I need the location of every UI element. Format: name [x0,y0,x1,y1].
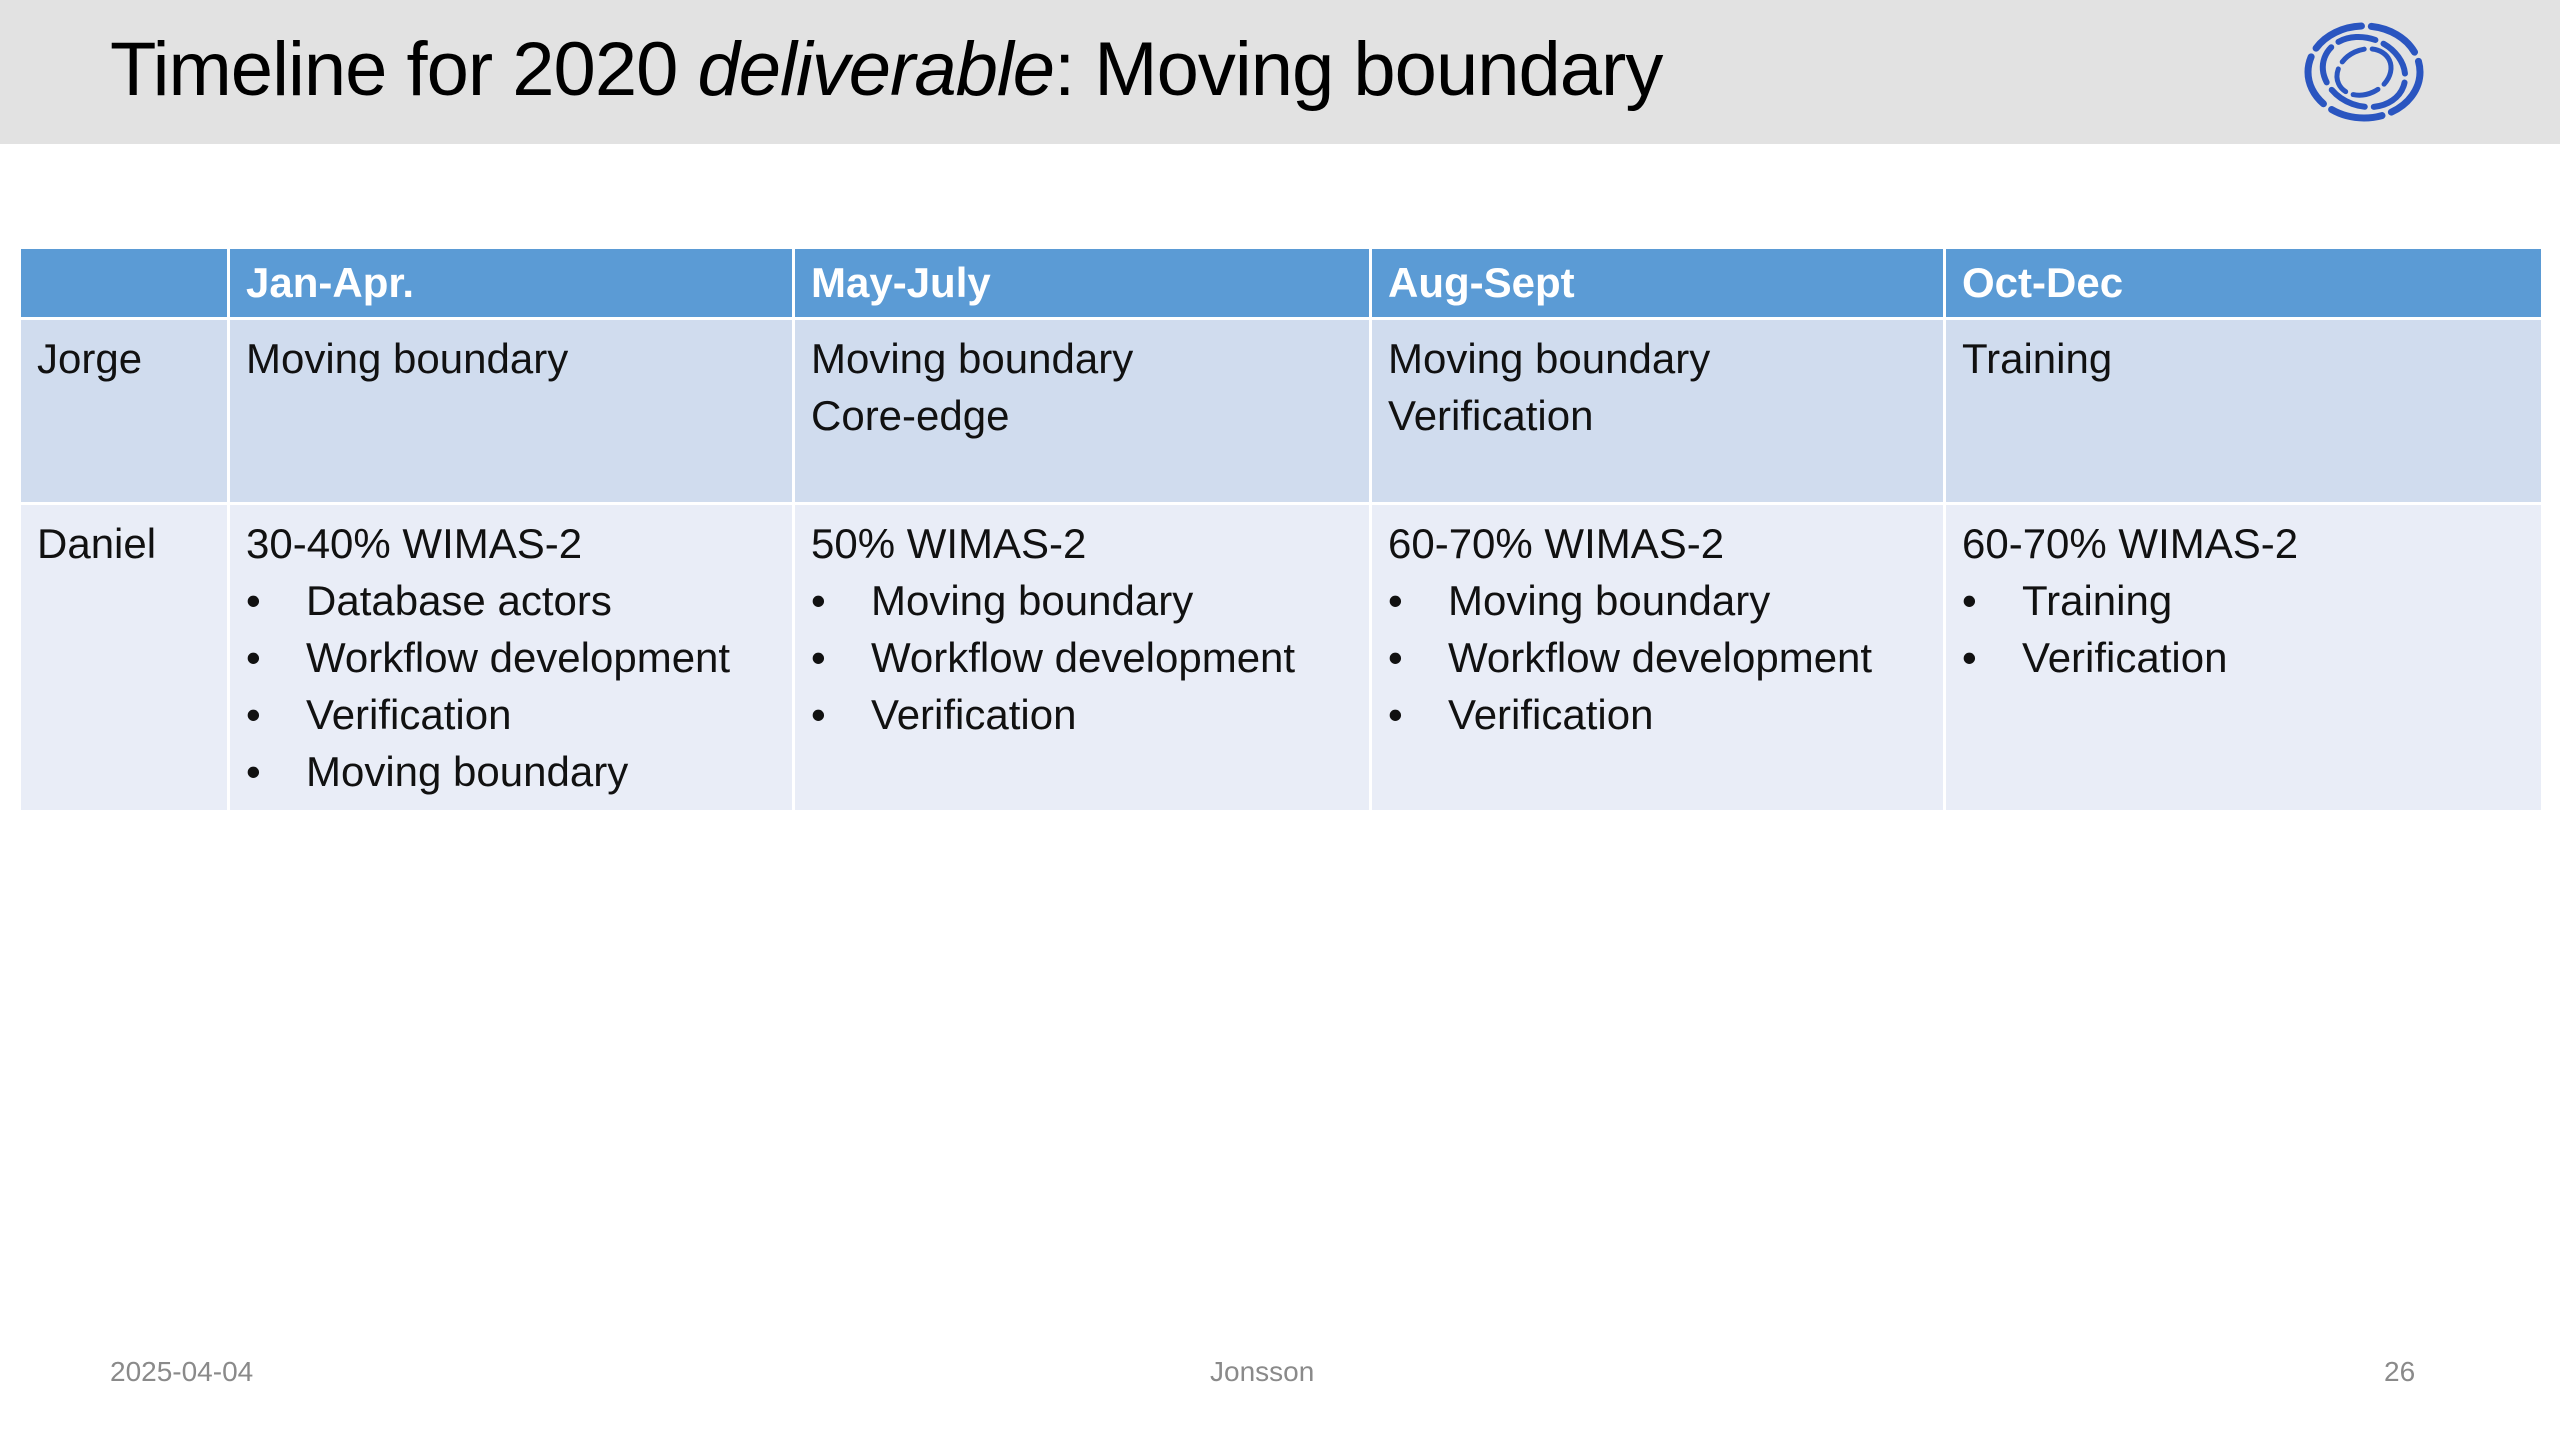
list-item [1388,629,1927,686]
footer-author: Jonsson [1210,1356,1315,1387]
list-item-text: Moving boundary [871,577,1194,624]
table-cell [1946,320,2541,502]
header-cell-blank [21,249,227,317]
bullet-icon: • [1962,634,1977,681]
table-cell [230,320,792,502]
table-row [21,320,2541,502]
bullet-icon: • [246,691,261,738]
cell-line: Moving boundary [811,335,1134,382]
bullet-list [811,572,1353,743]
list-item-text: Verification [2022,634,2228,681]
bullet-icon: • [1962,577,1977,624]
footer-date: 2025-04-04 [110,1356,254,1387]
title-emphasis: deliverable [697,27,1055,112]
bullet-icon: • [246,577,261,624]
list-item-text: Verification [306,691,512,738]
cell-line: 30-40% WIMAS-2 [246,520,583,567]
concentric-rings-logo [2302,20,2426,124]
timeline-table [18,246,2544,813]
header-cell-oct-dec: Oct-Dec [1946,249,2541,317]
title-suffix: : Moving boundary [1054,27,1663,112]
list-item [1962,572,2525,629]
cell-line: Moving boundary [246,335,569,382]
bullet-list [1388,572,1927,743]
header-cell-aug-sept: Aug-Sept [1372,249,1943,317]
table-cell [1946,505,2541,810]
list-item [1962,629,2525,686]
list-item-text: Database actors [306,577,612,624]
cell-line: Training [1962,335,2113,382]
cell-line: 60-70% WIMAS-2 [1388,520,1725,567]
list-item-text: Training [2022,577,2173,624]
bullet-list [246,572,776,800]
list-item [246,572,776,629]
bullet-icon: • [246,634,261,681]
footer-page-number: 26 [2384,1356,2416,1387]
row-name-cell [21,505,227,810]
list-item-text: Verification [1448,691,1654,738]
list-item-text: Moving boundary [1448,577,1771,624]
table-cell [230,505,792,810]
list-item [1388,572,1927,629]
table-cell [1372,505,1943,810]
bullet-icon: • [811,691,826,738]
list-item [1388,686,1927,743]
table-row [21,505,2541,810]
row-name: Daniel [37,520,157,567]
list-item-text: Workflow development [871,634,1296,681]
list-item-text: Workflow development [1448,634,1873,681]
bullet-list [1962,572,2525,686]
bullet-icon: • [1388,577,1403,624]
table-cell [1372,320,1943,502]
table-cell [795,320,1369,502]
cell-line: Core-edge [811,392,1010,439]
slide-title [110,24,1662,116]
cell-line: Moving boundary [1388,335,1711,382]
header-cell-may-july: May-July [795,249,1369,317]
bullet-icon: • [811,577,826,624]
bullet-icon: • [246,748,261,795]
cell-line: Verification [1388,392,1594,439]
list-item-text: Workflow development [306,634,731,681]
cell-line: 60-70% WIMAS-2 [1962,520,2299,567]
bullet-icon: • [1388,634,1403,681]
header-row [21,249,2541,317]
table-cell [795,505,1369,810]
list-item [246,743,776,800]
header-cell-jan-apr: Jan-Apr. [230,249,792,317]
list-item-text: Verification [871,691,1077,738]
row-name: Jorge [37,335,143,382]
row-name-cell [21,320,227,502]
title-bar [0,0,2560,144]
list-item [811,629,1353,686]
list-item [811,686,1353,743]
list-item [246,686,776,743]
list-item [811,572,1353,629]
title-prefix: Timeline for 2020 [110,27,698,112]
cell-line: 50% WIMAS-2 [811,520,1087,567]
bullet-icon: • [1388,691,1403,738]
bullet-icon: • [811,634,826,681]
list-item [246,629,776,686]
list-item-text: Moving boundary [306,748,629,795]
